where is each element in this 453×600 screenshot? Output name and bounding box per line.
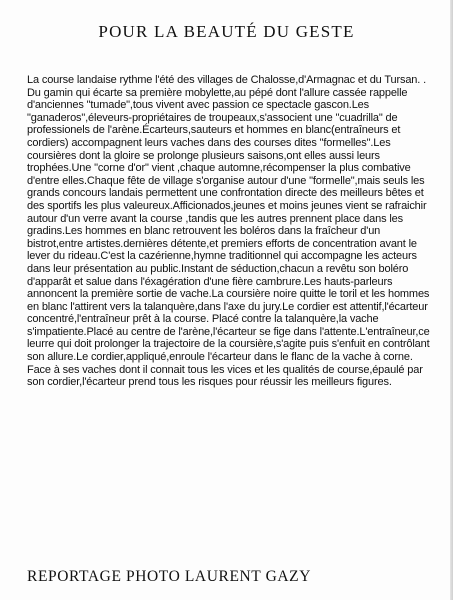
photo-credit: REPORTAGE PHOTO LAURENT GAZY	[27, 568, 312, 585]
article-paragraph: La course landaise rythme l'été des villages de Chalosse,d'Armagnac et du Tursan. . Du gamin qui écarte sa première mobylette,au pépé dont l'allure cassée rappelle d'anciennes "tumade",tous vivent avec passion ce spectacle gascon.Les "ganaderos",éleveurs-propriétaires de troupeaux,s'associent une "cuadrilla" de professionels de l'arène.Écarteurs,sauteurs et hommes en blanc(entraîneurs et cordiers) accompagnent leurs vaches dans des courses dites "formelles".Les coursières dont la gloire se prolonge plusieurs saisons,ont elles aussi leurs trophées.Une "corne d'or" vient ,chaque automne,récompenser la plus combative d'entre elles.Chaque fête de village s'organise autour d'une "formelle",mais seuls les grands concours landais permettent une confrontation directe des meilleurs bêtes et des sportifs les plus valeureux.Afficionados,jeunes et moins jeunes vient se rafraichir autour d'un verre avant la course ,tandis que les autres prennent place dans les gradins.Les hommes en blanc retrouvent les boléros dans la fraîcheur d'un bistrot,entre artistes.dernières détente,et premiers efforts de concentration avant le lever du rideau.C'est la cazérienne,hymne traditionnel qui accompagne les acteurs dans leur présentation au public.Instant de séduction,chacun a revêtu son boléro d'apparât et salue dans l'éxagération d'une fière cambrure.Les hauts-parleurs annoncent la première sortie de vache.La coursière noire quitte le toril et les hommes en blanc l'attirent vers la talanquère,dans l'axe du jury.Le cordier est attentif,l'écarteur concentré,l'entraîneur prêt à la course. Placé contre la talanquère,la vache s'impatiente.Placé au centre de l'arène,l'écarteur se fige dans l'attente.L'entraîneur,ce leurre qui doit prolonger la trajectoire de la coursière,s'agite puis s'enfuit en contrôlant son allure.Le cordier,appliqué,enroule l'écarteur dans le flanc de la vache à corne. Face à ses vaches dont il connait tous les vices et les qualités de course,épaulé par son cordier,l'écarteur prend tous les risques pour réussir les meilleurs figures.	[27, 74, 430, 389]
page-title: POUR LA BEAUTÉ DU GESTE	[98, 22, 355, 41]
article-body	[27, 74, 435, 389]
